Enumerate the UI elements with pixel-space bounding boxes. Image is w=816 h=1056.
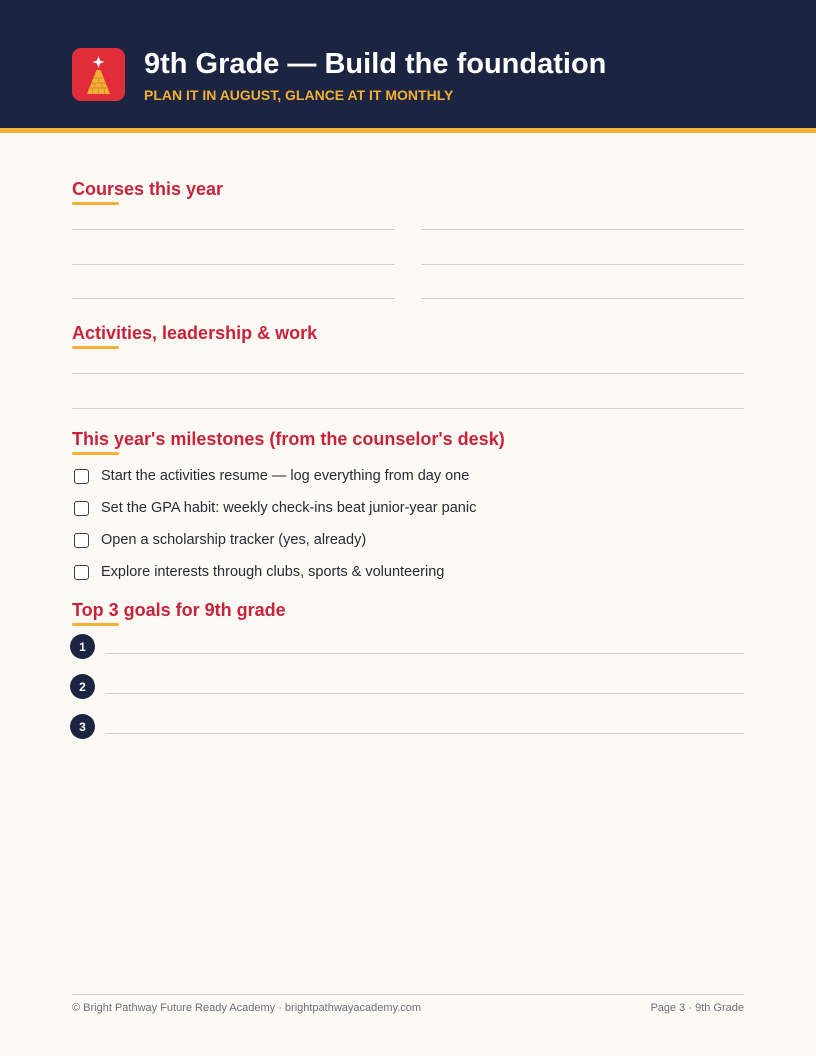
milestone-label: Open a scholarship tracker (yes, already) bbox=[101, 532, 367, 548]
milestone-checkbox[interactable] bbox=[74, 565, 89, 580]
goal-number-badge: 3 bbox=[70, 714, 95, 739]
milestone-checkbox[interactable] bbox=[74, 533, 89, 548]
courses-title-underline bbox=[72, 202, 119, 205]
course-line-4[interactable] bbox=[421, 264, 744, 265]
milestone-item[interactable] bbox=[74, 562, 734, 582]
course-line-6[interactable] bbox=[421, 298, 744, 299]
header-accent-rule bbox=[0, 128, 816, 133]
goal-number-badge: 2 bbox=[70, 674, 95, 699]
goal-number-badge: 1 bbox=[70, 634, 95, 659]
milestone-checkbox[interactable] bbox=[74, 469, 89, 484]
courses-section-title: Courses this year bbox=[72, 179, 224, 199]
goals-title-underline bbox=[72, 623, 119, 626]
activities-title-underline bbox=[72, 346, 119, 349]
footer-page-number: Page 3 · 9th Grade bbox=[650, 1002, 744, 1014]
milestone-label: Set the GPA habit: weekly check-ins beat junior-year panic bbox=[101, 500, 477, 516]
pyramid-star-icon bbox=[72, 48, 125, 101]
activities-line-2[interactable] bbox=[72, 408, 744, 409]
goal-line-2[interactable] bbox=[106, 693, 744, 694]
course-line-1[interactable] bbox=[72, 229, 395, 230]
footer-copyright: © Bright Pathway Future Ready Academy · brightpathwayacademy.com bbox=[72, 1002, 422, 1014]
course-line-3[interactable] bbox=[72, 264, 395, 265]
milestones-section-title: This year's milestones (from the counselor's desk) bbox=[72, 429, 505, 449]
page-header bbox=[0, 0, 816, 128]
milestones-title-underline bbox=[72, 452, 119, 455]
milestone-item[interactable] bbox=[74, 466, 734, 486]
footer-divider bbox=[72, 994, 744, 995]
page-title: 9th Grade — Build the foundation bbox=[144, 48, 607, 80]
activities-line-1[interactable] bbox=[72, 373, 744, 374]
course-line-5[interactable] bbox=[72, 298, 395, 299]
activities-section-title: Activities, leadership & work bbox=[72, 323, 318, 343]
page-subtitle: PLAN IT IN AUGUST, GLANCE AT IT MONTHLY bbox=[144, 87, 454, 103]
goal-line-1[interactable] bbox=[106, 653, 744, 654]
goal-line-3[interactable] bbox=[106, 733, 744, 734]
milestone-label: Explore interests through clubs, sports & volunteering bbox=[101, 564, 445, 580]
milestone-item[interactable] bbox=[74, 498, 734, 518]
goals-section-title: Top 3 goals for 9th grade bbox=[72, 600, 286, 620]
milestone-label: Start the activities resume — log everything from day one bbox=[101, 468, 470, 484]
course-line-2[interactable] bbox=[421, 229, 744, 230]
milestone-item[interactable] bbox=[74, 530, 734, 550]
milestone-checkbox[interactable] bbox=[74, 501, 89, 516]
